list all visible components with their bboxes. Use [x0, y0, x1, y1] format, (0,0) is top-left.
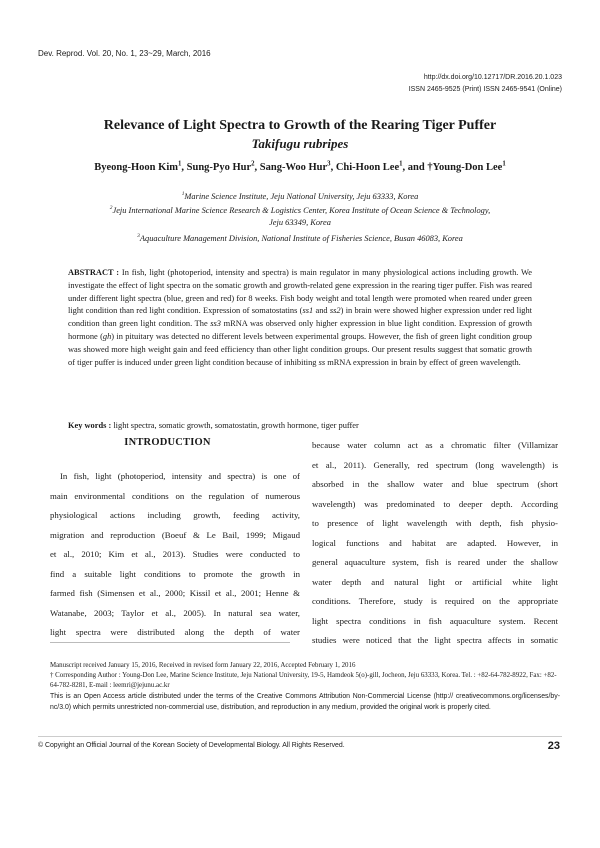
article-title: Relevance of Light Spectra to Growth of the Rearing Tiger Puffer — [103, 118, 497, 133]
text-line: physiological actions including growth, feeding activity, — [50, 510, 300, 520]
text-line: find a suitable light conditions to promote the growth in — [50, 568, 300, 579]
manuscript-dates: Manuscript received January 15, 2016, Received in revised form January 22, 2016, Accepted February 1, 2016 — [50, 662, 356, 669]
text-line: migration and reproduction (Boeuf & Le Bail, 1999; Migaud — [50, 529, 300, 540]
affiliation-1: $^1$Marine Science Institute, Jeju National University, Jeju 63333, Korea — [181, 191, 419, 201]
copyright-notice: © Copyright an Official Journal of the Korean Society of Developmental Biology. All Rights Reserved. — [38, 742, 345, 749]
footnote-divider — [50, 642, 290, 643]
doi-link[interactable]: http://dx.doi.org/10.12717/DR.2016.20.1.023 — [423, 74, 562, 81]
text-line: farmed fish (Simensen et al., 2000; Kissil et al., 2001; Henne & — [50, 588, 300, 598]
text-line: light spectra conditions in fish aquaculture system. Recent — [312, 615, 558, 626]
text-line: wavelength) was predominated to deeper depth. According — [312, 498, 558, 509]
author-name: Sung-Pyo Hur$^2$ — [186, 160, 255, 173]
keywords: Key words : light spectra, somatic growth, somatostatin, growth hormone, tiger puffer — [68, 421, 359, 430]
text-line: because water column act as a chromatic filter (Villamizar — [312, 440, 558, 450]
open-access-statement: This is an Open Access article distributed under the terms of the Creative Commons Attribution Non-Commercial License (http:// creativecommons.org/licenses/by-nc/3.0) which permits unrestricted non-commercial use, distribution, and reproduction in any medium, provided the original work is properly cited. — [50, 693, 560, 711]
affiliation-2: $^2$Jeju International Marine Science Research & Logistics Center, Korea Institute of Ocean Science & Technology, Jeju 63349, Korea — [109, 205, 491, 227]
text-line: et al., 2010; Kim et al., 2013). Studies were conducted to — [50, 549, 300, 559]
text-line: conditions. Therefore, study is required on the appropriate — [312, 596, 558, 606]
author-name: †Young-Don Lee$^1$ — [427, 160, 506, 173]
author-name: Sang-Woo Hur$^3$ — [259, 160, 331, 173]
text-line: light spectra were distributed along the depth of water — [50, 627, 300, 637]
text-line: et al., 2011). Generally, red spectrum (long wavelength) is — [312, 459, 558, 470]
keywords-label: Key words : — [68, 421, 112, 430]
corresponding-author: † Corresponding Author : Young-Don Lee, Marine Science Institute, Jeju National University, 19-5, Hamdeok 5(o)-gill, Jocheon, Jeju 63333, Korea. Tel. : +82-64-782-8922, Fax: +82-64-782-8281, E-mail : leemri@jejunu.ac.kr — [50, 672, 557, 689]
right-column — [312, 436, 558, 651]
page-number: 23 — [547, 740, 560, 752]
text-line: to presence of light wavelength with depth, fish physio- — [312, 518, 558, 528]
text-line: water depth and natural light or artificial white light — [312, 576, 558, 587]
journal-reference: Dev. Reprod. Vol. 20, No. 1, 23~29, March, 2016 — [38, 49, 211, 58]
author-name: Chi-Hoon Lee$^1$ — [335, 160, 403, 173]
issn-line: ISSN 2465-9525 (Print) ISSN 2465-9541 (Online) — [408, 86, 562, 93]
footer-divider — [38, 736, 562, 737]
text-line: main environmental conditions on the regulation of numerous — [50, 490, 300, 501]
text-line: logical functions and habitat are adapted. However, in — [312, 537, 558, 548]
abstract: ABSTRACT : In fish, light (photoperiod, intensity and spectra) is main regulator in many physiological actions including growth. We investigate the effect of light spectra on the somatic growth and growth-related gene expression in the rearing tiger puffer. Fish was reared under different light spectra (blue, green and red) for 8 weeks. Fish body weight and total length were promoted when reared under green light condition than red light condition. Expression of somatostatins (ss1 and ss2) in brain were showed higher expression under red light condition than green light condition. The ss3 mRNA was observed only higher expression in blue light condition. Expression of growth hormone (gh) in pituitary was detected no different levels between experimental groups. However, the fish of green light condition group was showed more high weight gain and feed efficiency than other light condition groups. Our present results suggest that somatic growth of tiger puffer is induced under green light condition because of inhibiting ss mRNA expression in brain by effect of green wavelength. — [68, 268, 533, 367]
abstract-label: ABSTRACT : — [68, 268, 120, 277]
article-species: Takifugu rubripes — [251, 136, 349, 151]
text-line: Watanabe, 2003; Taylor et al., 2005). In natural sea water, — [50, 607, 300, 618]
text-line: general aquaculture system, fish is reared under the shallow — [312, 557, 558, 567]
section-heading-introduction: INTRODUCTION — [124, 437, 211, 448]
affiliation-3: $^3$Aquaculture Management Division, National Institute of Fisheries Science, Busan 46083, Korea — [137, 233, 463, 243]
text-line: In fish, light (photoperiod, intensity and spectra) is one of — [60, 471, 300, 481]
author-name: Byeong-Hoon Kim$^1$ — [94, 160, 182, 173]
author-list: Byeong-Hoon Kim$^1$, Sung-Pyo Hur$^2$, Sang-Woo Hur$^3$, Chi-Hoon Lee$^1$, and †Young-Don Lee$^1$ — [94, 160, 506, 173]
left-column — [50, 467, 300, 643]
text-line: absorbed in the shallow water and blue spectrum (short — [312, 479, 558, 489]
text-line: studies were noticed that the light spectra affects in somatic — [312, 635, 558, 645]
